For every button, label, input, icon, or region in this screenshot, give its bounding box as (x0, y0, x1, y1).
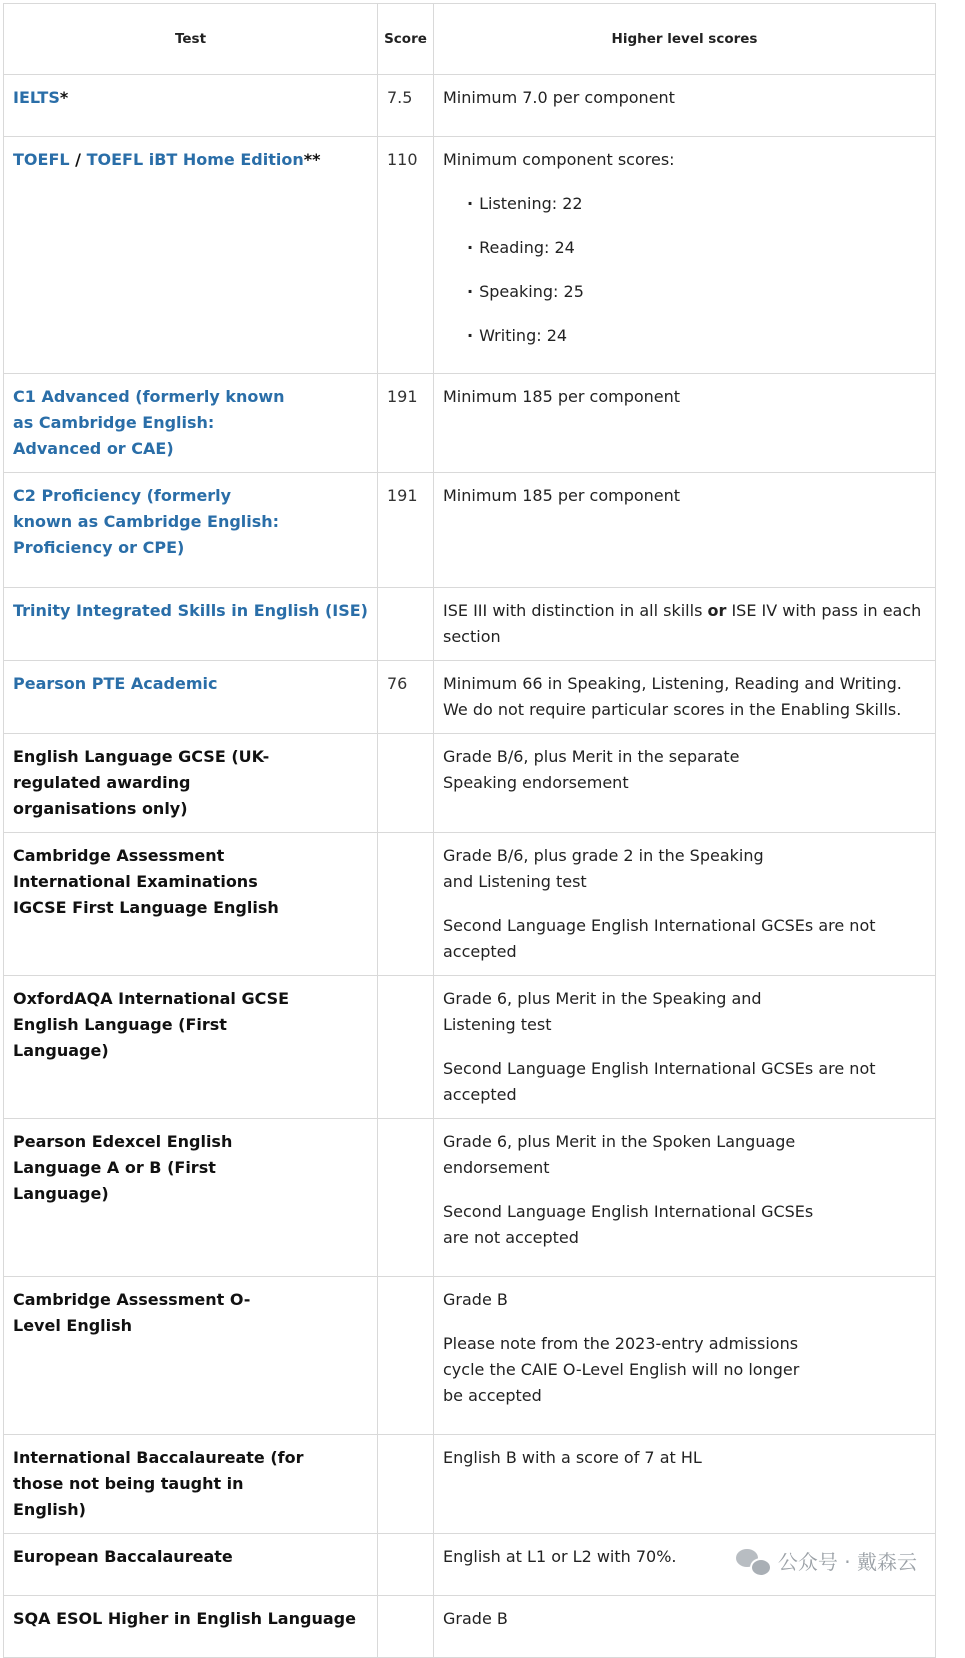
score-cell (378, 1435, 434, 1534)
test-cell (4, 1277, 378, 1435)
score-cell: 191 (378, 374, 434, 473)
test-cell (4, 137, 378, 374)
table-row (4, 1119, 936, 1277)
requirement-text: Grade B (443, 1609, 508, 1628)
requirement-part: ISE III with distinction in all skills (443, 601, 708, 620)
table-row (4, 588, 936, 661)
requirement-cell (434, 137, 936, 374)
test-cell (4, 473, 378, 588)
test-name: Pearson Edexcel English Language A or B (First Language) (13, 1132, 233, 1203)
test-cell (4, 661, 378, 734)
table-row (4, 1277, 936, 1435)
test-cell (4, 588, 378, 661)
list-item: · Speaking: 25 (467, 279, 926, 305)
requirement-cell (434, 661, 936, 734)
requirement-note: Please note from the 2023-entry admissions cycle the CAIE O-Level English will no longer be accepted (443, 1334, 800, 1405)
requirement-text: Minimum 66 in Speaking, Listening, Reading and Writing. We do not require particular scores in the Enabling Skills. (443, 674, 902, 719)
test-name: Cambridge Assessment O-Level English (13, 1290, 251, 1335)
trinity-ise-link[interactable]: Trinity Integrated Skills in English (ISE) (13, 601, 368, 620)
toefl-link[interactable]: TOEFL (13, 150, 70, 169)
score-cell (378, 1596, 434, 1658)
score-cell: 76 (378, 661, 434, 734)
requirement-cell (434, 473, 936, 588)
requirement-text: Grade B/6, plus grade 2 in the Speaking and Listening test (443, 846, 764, 891)
score-cell (378, 1119, 434, 1277)
table-row (4, 75, 936, 137)
test-cell (4, 734, 378, 833)
ielts-link[interactable]: IELTS (13, 88, 60, 107)
requirement-cell (434, 1596, 936, 1658)
requirement-cell (434, 1435, 936, 1534)
header-test: Test (4, 4, 378, 75)
requirement-text: Grade B (443, 1290, 508, 1309)
table-row (4, 1435, 936, 1534)
score-cell (378, 833, 434, 976)
requirement-part: ISE IV with pass in each section (443, 601, 922, 646)
list-item: · Listening: 22 (467, 191, 926, 217)
test-cell (4, 1435, 378, 1534)
separator: / (69, 150, 87, 169)
table-row (4, 473, 936, 588)
score-cell: 110 (378, 137, 434, 374)
requirement-cell (434, 1277, 936, 1435)
table-row (4, 661, 936, 734)
header-higher-level-scores: Higher level scores (434, 4, 936, 75)
requirement-text: Grade 6, plus Merit in the Speaking and Listening test (443, 989, 762, 1034)
test-cell (4, 1534, 378, 1596)
component-score-list (443, 191, 926, 349)
requirement-text: Minimum 185 per component (443, 387, 681, 406)
test-name: International Baccalaureate (for those not being taught in English) (13, 1448, 304, 1519)
table-row (4, 976, 936, 1119)
c2-proficiency-link[interactable]: C2 Proficiency (formerly known as Cambridge English: Proficiency or CPE) (13, 486, 280, 557)
requirement-cell (434, 374, 936, 473)
requirement-cell (434, 734, 936, 833)
score-cell (378, 1534, 434, 1596)
test-name: OxfordAQA International GCSE English Language (First Language) (13, 989, 290, 1060)
requirement-text: English at L1 or L2 with 70%. (443, 1547, 677, 1566)
requirement-text: Minimum 7.0 per component (443, 88, 675, 107)
score-cell (378, 588, 434, 661)
table-row (4, 833, 936, 976)
requirement-note: Second Language English International GCSEs are not accepted (443, 1059, 876, 1104)
score-cell (378, 976, 434, 1119)
score-cell: 7.5 (378, 75, 434, 137)
footnote-marker: * (59, 88, 69, 107)
requirement-cell (434, 1119, 936, 1277)
table-row (4, 1596, 936, 1658)
requirement-cell (434, 833, 936, 976)
list-item: · Reading: 24 (467, 235, 926, 261)
requirement-text: English B with a score of 7 at HL (443, 1448, 702, 1467)
requirement-text: Minimum component scores: (443, 150, 675, 169)
test-cell (4, 833, 378, 976)
score-cell (378, 734, 434, 833)
test-name: European Baccalaureate (13, 1547, 233, 1566)
header-score: Score (378, 4, 434, 75)
test-name: English Language GCSE (UK-regulated awarding organisations only) (13, 747, 270, 818)
english-requirements-table (3, 3, 936, 1658)
toefl-home-edition-link[interactable]: TOEFL iBT Home Edition (86, 150, 304, 169)
test-cell (4, 374, 378, 473)
watermark-text: 公众号 · 戴森云 (777, 1550, 917, 1574)
table-row (4, 734, 936, 833)
table-row (4, 137, 936, 374)
table-row (4, 374, 936, 473)
test-name: Cambridge Assessment International Examinations IGCSE First Language English (13, 846, 279, 917)
test-cell (4, 1119, 378, 1277)
test-cell (4, 75, 378, 137)
footnote-marker: ** (303, 150, 321, 169)
c1-advanced-link[interactable]: C1 Advanced (formerly known as Cambridge English: Advanced or CAE) (13, 387, 285, 458)
score-cell: 191 (378, 473, 434, 588)
test-cell (4, 1596, 378, 1658)
or-keyword: or (707, 601, 727, 620)
wechat-icon (736, 1547, 770, 1575)
requirement-text: Grade 6, plus Merit in the Spoken Language endorsement (443, 1132, 796, 1177)
requirement-cell (434, 588, 936, 661)
requirement-note: Second Language English International GCSEs are not accepted (443, 1202, 814, 1247)
requirement-cell (434, 75, 936, 137)
test-name: SQA ESOL Higher in English Language (13, 1609, 356, 1628)
requirement-cell (434, 976, 936, 1119)
pearson-pte-link[interactable]: Pearson PTE Academic (13, 674, 218, 693)
header-row (4, 4, 936, 75)
score-cell (378, 1277, 434, 1435)
requirement-text (443, 598, 926, 650)
requirement-text: Minimum 185 per component (443, 486, 681, 505)
requirement-note: Second Language English International GCSEs are not accepted (443, 916, 876, 961)
requirement-text: Grade B/6, plus Merit in the separate Speaking endorsement (443, 747, 740, 792)
watermark (736, 1546, 917, 1575)
test-cell (4, 976, 378, 1119)
list-item: · Writing: 24 (467, 323, 926, 349)
